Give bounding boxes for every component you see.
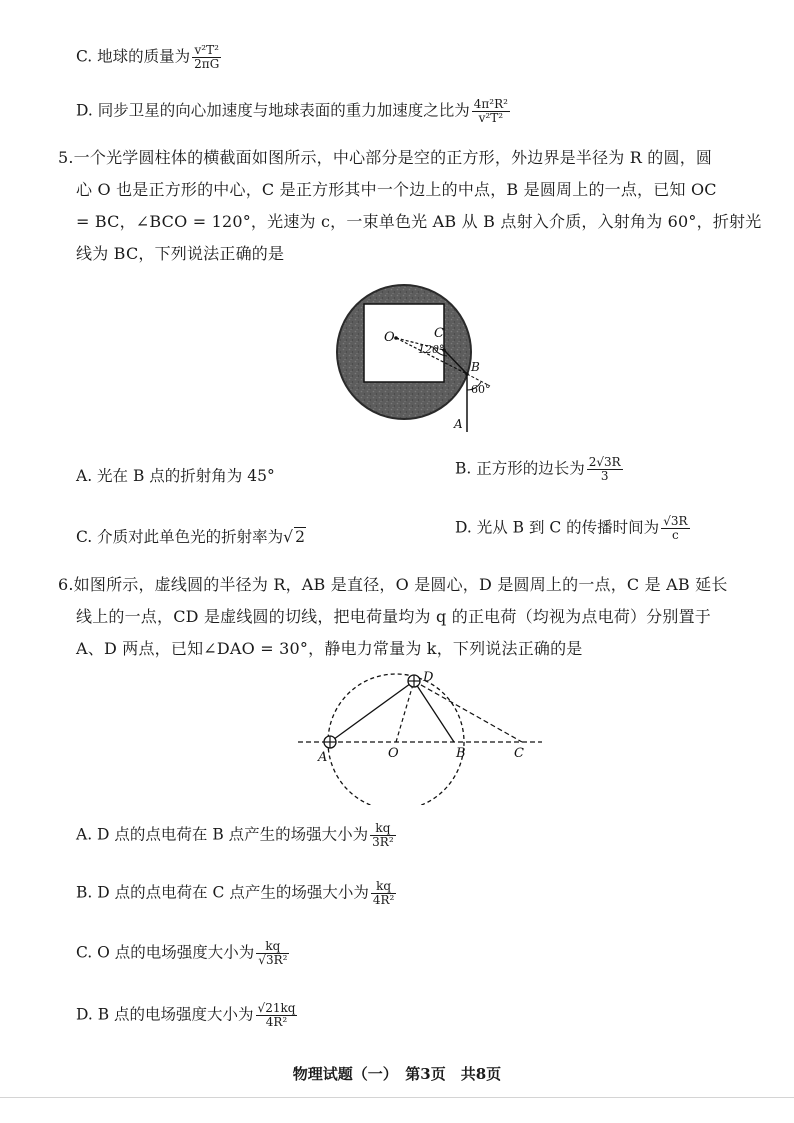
q5-option-d <box>455 515 690 542</box>
fraction-numerator: 2√3R <box>588 455 621 469</box>
label-c: C <box>514 746 524 761</box>
q6-stem-line-2: 线上的一点，CD 是虚线圆的切线，把电荷量均为 q 的正电荷（均视为点电荷）分别置于 <box>76 607 711 626</box>
q5-stem-line-4: 线为 BC，下列说法正确的是 <box>76 244 285 263</box>
label-angle-120: 120° <box>418 343 445 356</box>
fraction-numerator: 4π²R² <box>473 97 508 111</box>
q6-option-c <box>76 940 289 967</box>
label-angle-60: 60° <box>471 383 491 396</box>
q6-option-b-text: B. D 点的点电荷在 C 点产生的场强大小为 <box>76 883 369 902</box>
fraction-denominator: √3R² <box>258 953 288 967</box>
q6-stem-text: 如图所示，虚线圆的半径为 R，AB 是直径，O 是圆心，D 是圆周上的一点，C 是 AB 延长 <box>73 575 728 594</box>
label-a: A <box>318 750 328 765</box>
q5-stem-line-1 <box>58 148 712 168</box>
q6-option-a-text: A. D 点的点电荷在 B 点产生的场强大小为 <box>76 825 369 844</box>
q6-figure <box>290 665 550 805</box>
line-ad <box>330 681 414 742</box>
fraction-numerator: kq <box>256 940 289 954</box>
charge-a-icon <box>324 736 336 748</box>
line-db <box>414 681 454 742</box>
q5-stem-line-3: = BC，∠BCO = 120°，光速为 c，一束单色光 AB 从 B 点射入介质，入射角为 60°，折射光 <box>76 212 762 231</box>
q5-option-d-fraction <box>661 515 689 542</box>
page-footer: 物理试题（一） 第3页 共8页 <box>292 1065 502 1083</box>
point-b <box>465 372 469 376</box>
fraction-denominator: 2πG <box>194 57 220 71</box>
fraction-denominator: 4R² <box>372 893 395 907</box>
q4-option-c-text: C. 地球的质量为 <box>76 47 191 66</box>
q6-number: 6. <box>58 575 74 594</box>
q4-option-c <box>76 44 221 71</box>
q4-option-d-text: D. 同步卫星的向心加速度与地球表面的重力加速度之比为 <box>76 101 470 120</box>
q6-option-b-fraction <box>371 880 396 907</box>
q6-stem-line-3: A、D 两点，已知∠DAO = 30°，静电力常量为 k，下列说法正确的是 <box>76 639 583 658</box>
q4-option-c-fraction <box>192 44 221 71</box>
q6-option-a-fraction <box>370 822 395 849</box>
q5-number: 5. <box>58 148 74 167</box>
q5-option-b-text: B. 正方形的边长为 <box>455 459 585 478</box>
q5-option-b-fraction <box>587 456 623 483</box>
label-a: A <box>454 417 463 431</box>
q5-option-a: A. 光在 B 点的折射角为 45° <box>76 467 275 485</box>
footer-divider <box>0 1097 794 1098</box>
fraction-denominator: c <box>671 528 679 542</box>
q5-stem-text: 一个光学圆柱体的横截面如图所示，中心部分是空的正方形，外边界是半径为 R 的圆，圆 <box>73 148 713 167</box>
fraction-denominator: v²T² <box>478 111 504 125</box>
label-d: D <box>423 670 434 685</box>
fraction-numerator: √3R <box>663 514 688 528</box>
q5-figure <box>330 282 510 440</box>
q5-option-c-text: C. 介质对此单色光的折射率为 <box>76 528 284 546</box>
q4-option-d <box>76 98 510 125</box>
charge-d-icon <box>408 675 420 687</box>
q5-stem-line-2: 心 O 也是正方形的中心，C 是正方形其中一个边上的中点，B 是圆周上的一点，已知 OC <box>76 180 717 199</box>
radical-value: 2 <box>295 528 305 546</box>
q6-option-d-text: D. B 点的电场强度大小为 <box>76 1005 254 1024</box>
label-o: O <box>384 330 395 345</box>
fraction-numerator: kq <box>371 880 396 894</box>
q6-option-c-text: C. O 点的电场强度大小为 <box>76 943 255 962</box>
q4-option-d-fraction <box>472 98 510 125</box>
line-od <box>396 681 414 742</box>
fraction-denominator: 4R² <box>265 1015 288 1029</box>
q6-option-d <box>76 1002 297 1029</box>
fraction-denominator: 3 <box>600 469 609 483</box>
q5-option-d-text: D. 光从 B 到 C 的传播时间为 <box>455 518 660 537</box>
q6-stem-line-1 <box>58 575 728 595</box>
q5-option-b <box>455 456 623 483</box>
fraction-numerator: kq <box>370 822 395 836</box>
q6-option-b <box>76 880 396 907</box>
fraction-numerator: √21kq <box>257 1001 296 1015</box>
label-b: B <box>456 746 466 761</box>
fraction-numerator: v²T² <box>192 44 221 58</box>
fraction-denominator: 3R² <box>372 835 394 849</box>
q5-option-c: C. 介质对此单色光的折射率为√ 2 <box>76 528 305 546</box>
q6-option-c-fraction <box>256 940 289 967</box>
q6-option-d-fraction <box>256 1002 298 1029</box>
label-b: B <box>471 360 480 374</box>
line-dc <box>414 681 522 742</box>
label-o: O <box>388 746 399 761</box>
label-c: C <box>434 326 444 341</box>
point-o <box>394 336 398 340</box>
q6-option-a <box>76 822 396 849</box>
